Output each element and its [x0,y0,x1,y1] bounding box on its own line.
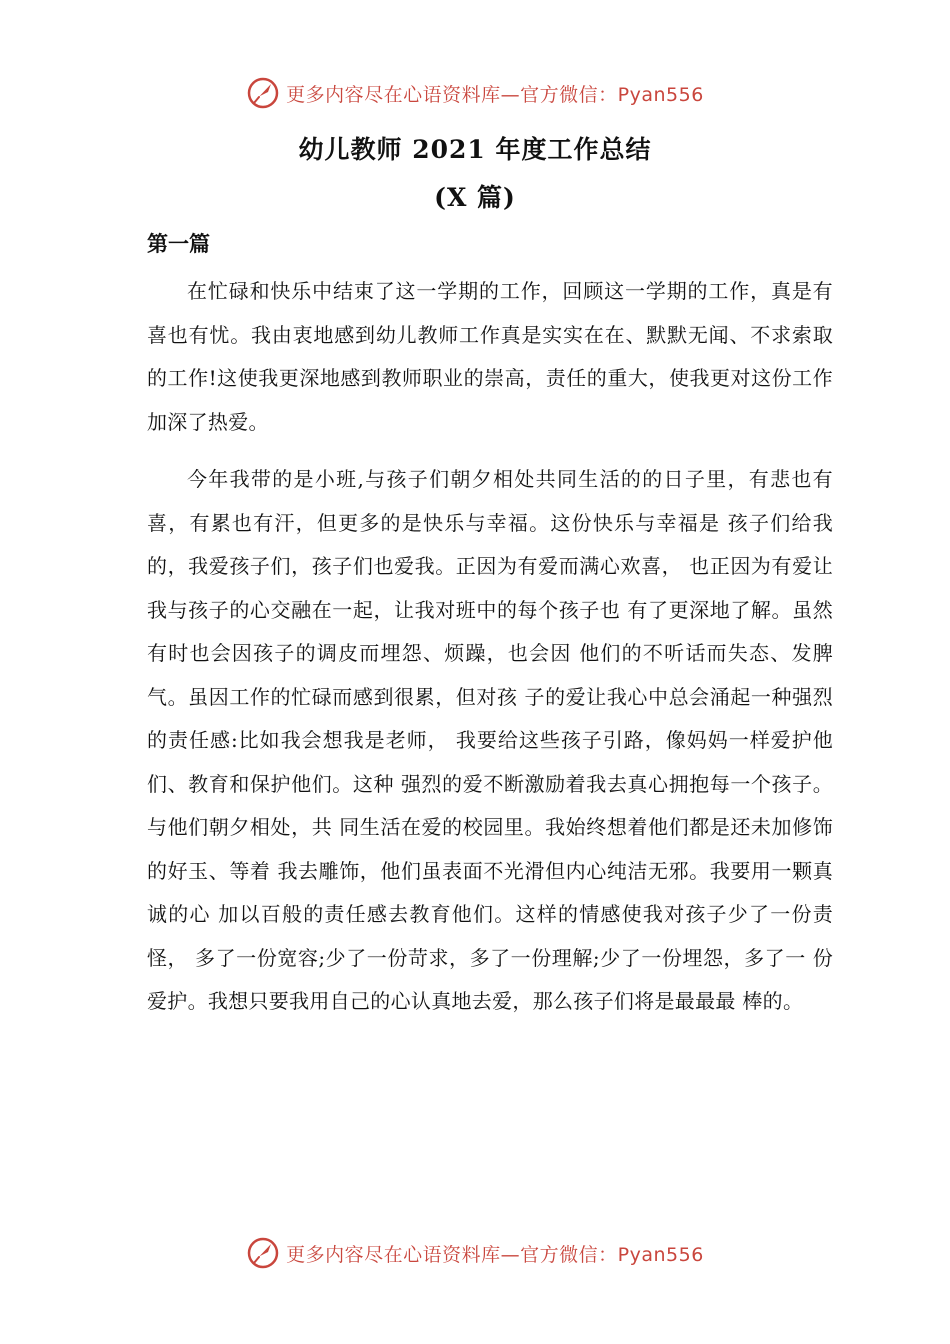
watermark-text: 更多内容尽在心语资料库—官方微信：Pyan556 [286,1243,704,1266]
section-heading: 第一篇 [147,231,210,256]
watermark-text: 更多内容尽在心语资料库—官方微信：Pyan556 [286,83,704,106]
header-watermark [0,76,950,110]
paragraph: 今年我带的是小班,与孩子们朝夕相处共同生活的的日子里，有悲也有喜，有累也有汗，但更多的是快乐与幸福。这份快乐与幸福是 孩子们给我的，我爱孩子们，孩子们也爱我。正因为有爱而满心欢喜， 也正因为有爱让我与孩子的心交融在一起，让我对班中的每个孩子也 有了更深地了解。虽然有时也会因孩子的调皮而埋怨、烦躁，也会因 他们的不听话而失态、发脾气。虽因工作的忙碌而感到很累，但对孩 子的爱让我心中总会涌起一种强烈的责任感:比如我会想我是老师， 我要给这些孩子引路，像妈妈一样爱护他们、教育和保护他们。这种 强烈的爱不断激励着我去真心拥抱每一个孩子。与他们朝夕相处，共 同生活在爱的校园里。我始终想着他们都是还未加修饰的好玉、等着 我去雕饰，他们虽表面不光滑但内心纯洁无邪。我要用一颗真诚的心 加以百般的责任感去教育他们。这样的情感使我对孩子少了一份责怪， 多了一份宽容;少了一份苛求，多了一份理解;少了一份埋怨，多了一 份爱护。我想只要我用自己的心认真地去爱，那么孩子们将是最最最 棒的。 [147,467,833,1013]
document-body [147,270,833,1038]
quill-logo-icon [246,76,280,110]
document-title: 幼儿教师 2021 年度工作总结 [298,135,652,164]
footer-watermark [0,1236,950,1270]
paragraph: 在忙碌和快乐中结束了这一学期的工作，回顾这一学期的工作，真是有喜也有忧。我由衷地感到幼儿教师工作真是实实在在、默默无闻、不求索取的工作!这使我更深地感到教师职业的崇高，责任的重大，使我更对这份工作加深了热爱。 [147,279,833,434]
document-subtitle: (X 篇) [434,183,516,212]
quill-logo-icon [246,1236,280,1270]
